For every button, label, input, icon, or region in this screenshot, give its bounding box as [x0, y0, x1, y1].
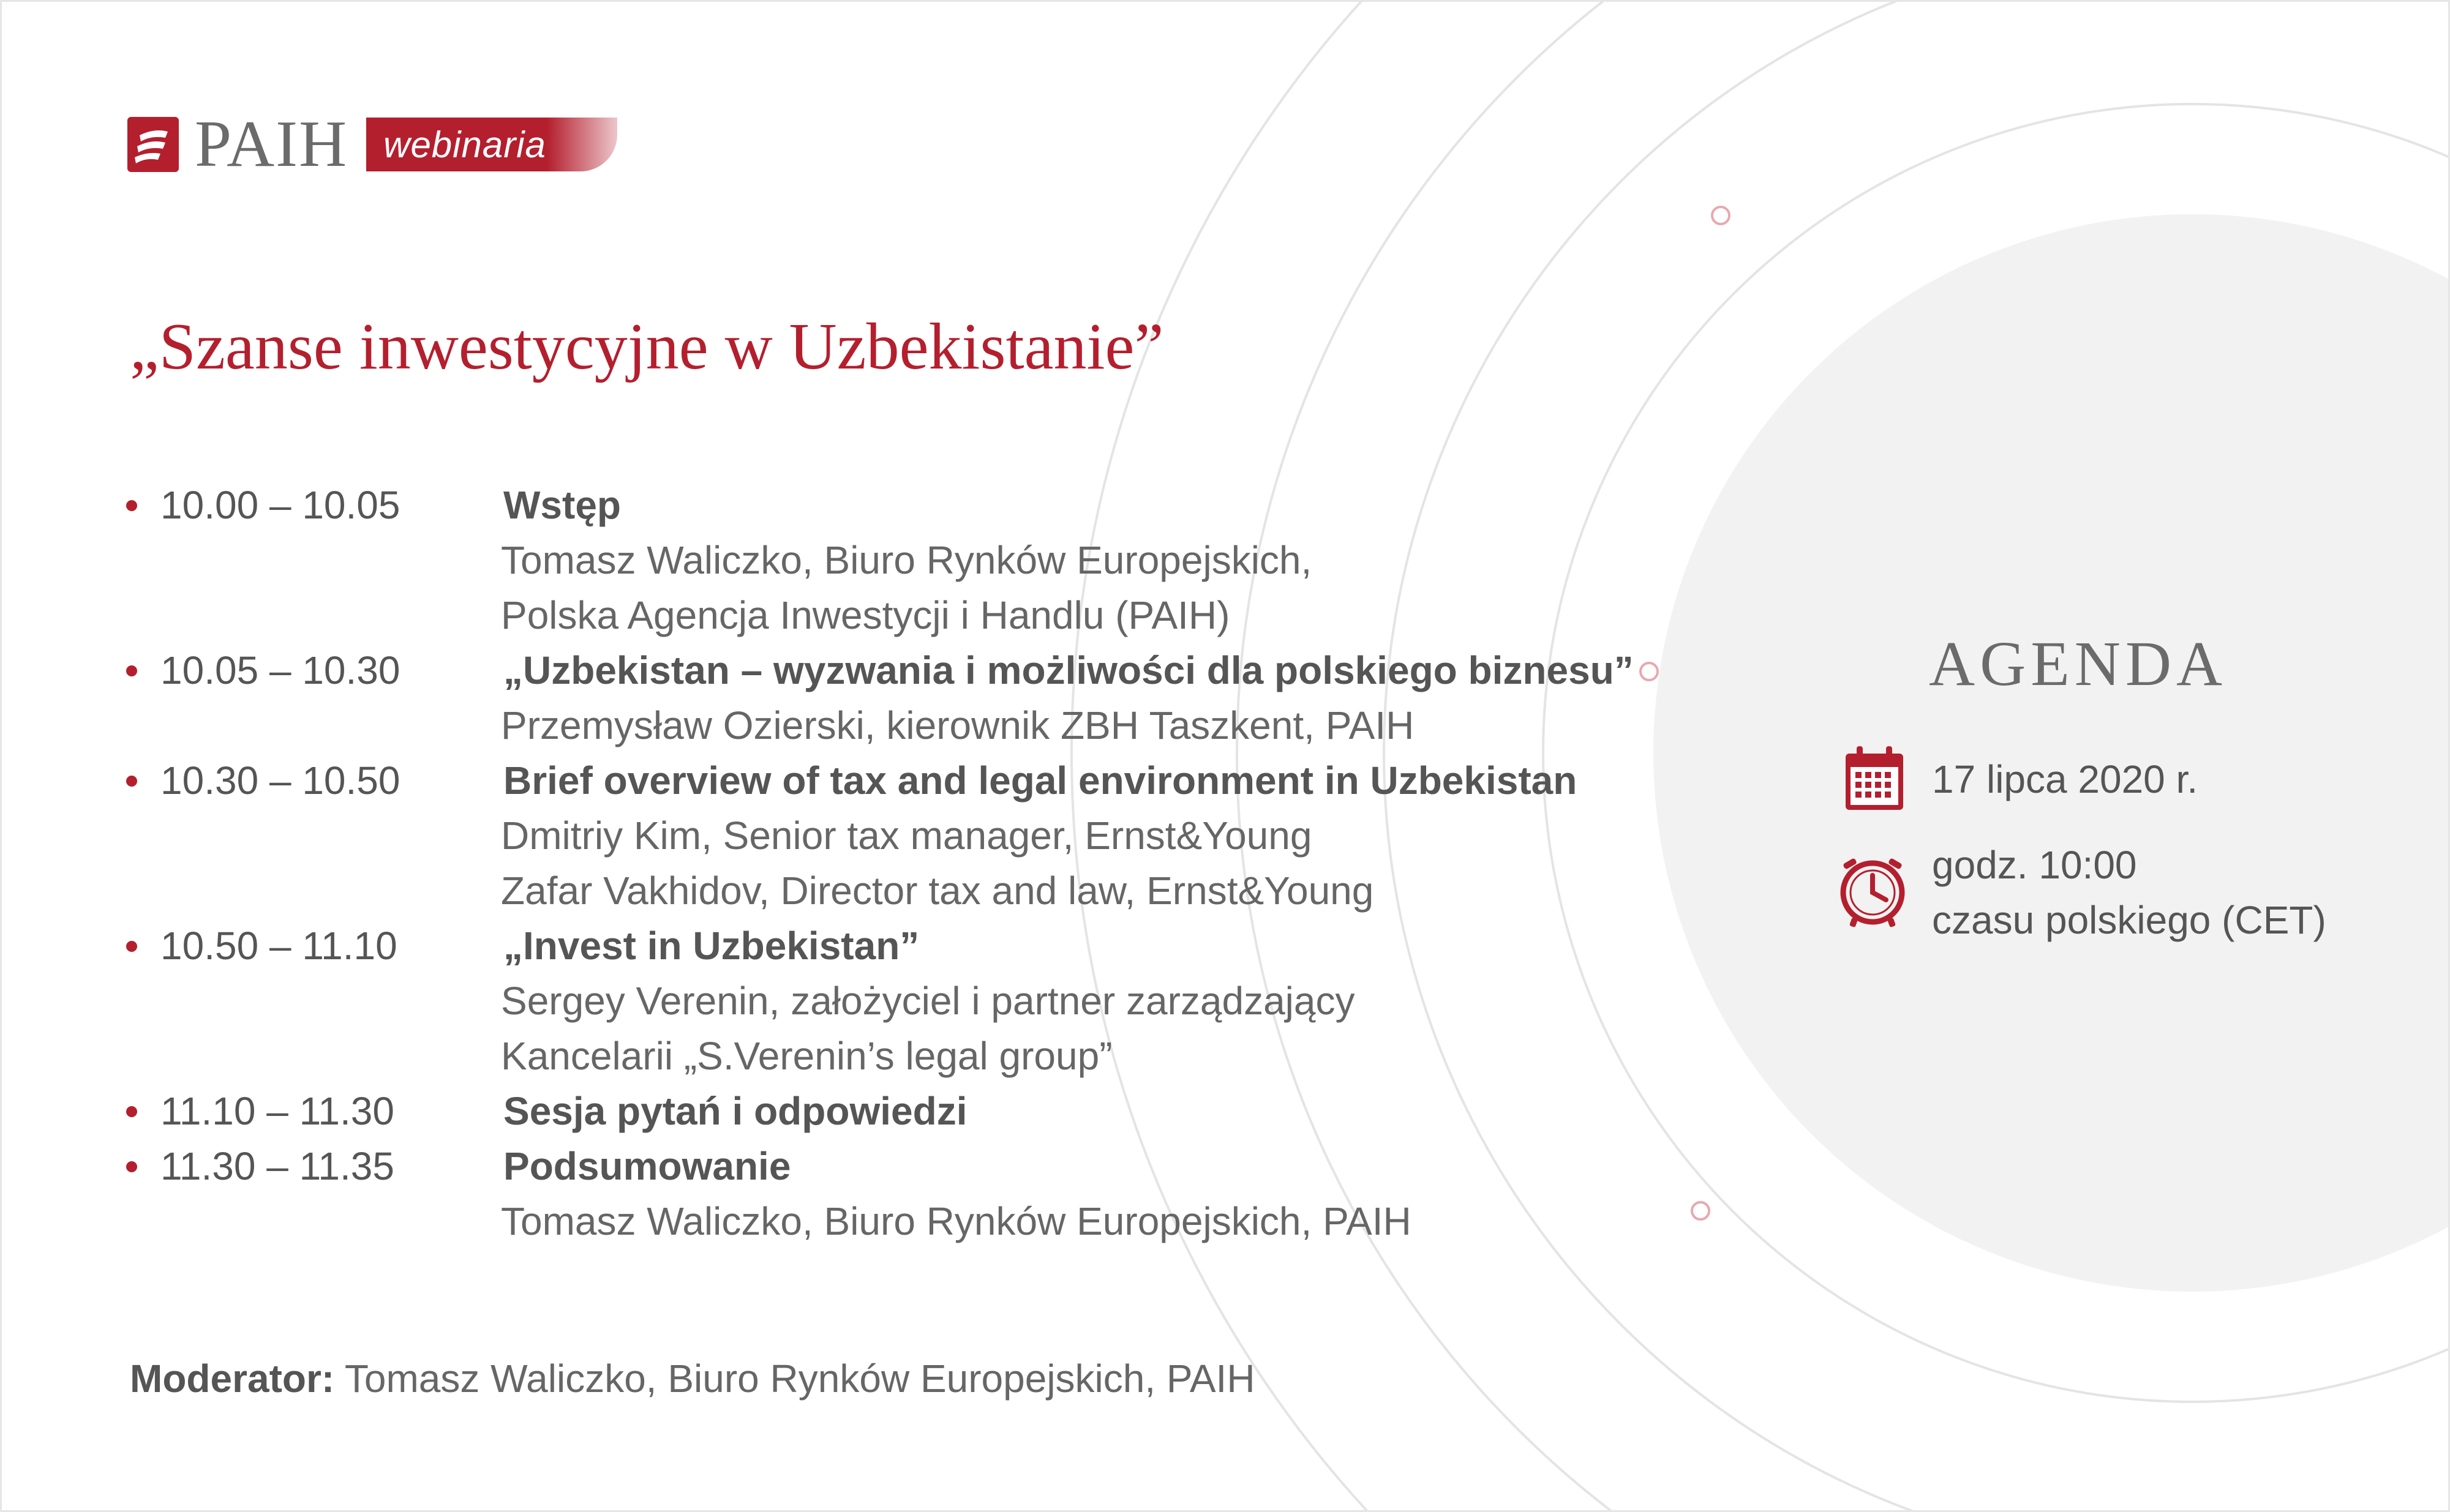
agenda-topic: „Uzbekistan – wyzwania i możliwości dla polskiego biznesu”	[503, 648, 1634, 692]
bullet	[126, 500, 137, 511]
agenda-time: 10.30 – 10.50	[160, 758, 400, 803]
bullet	[126, 941, 137, 952]
bullet	[126, 1161, 137, 1172]
webinar-timezone: czasu polskiego (CET)	[1932, 898, 2326, 942]
agenda-speaker: Sergey Verenin, założyciel i partner zarządzający	[501, 979, 1355, 1023]
agenda-topic: „Invest in Uzbekistan”	[503, 924, 920, 968]
agenda-item	[126, 1083, 1718, 1139]
brand-tag-label: webinaria	[383, 124, 546, 165]
agenda-speaker: Przemysław Ozierski, kierownik ZBH Taszkent, PAIH	[501, 703, 1415, 747]
clock-icon	[1837, 857, 1908, 928]
agenda-speaker-line	[126, 698, 1718, 753]
agenda-speaker-line	[126, 1028, 1718, 1083]
agenda-time: 11.10 – 11.30	[160, 1089, 394, 1133]
webinar-date: 17 lipca 2020 r.	[1932, 757, 2198, 801]
agenda-heading: AGENDA	[1929, 629, 2228, 699]
agenda-topic: Wstęp	[503, 483, 621, 527]
agenda-time: 10.05 – 10.30	[160, 648, 400, 692]
agenda-item	[126, 1139, 1718, 1194]
moderator-label: Moderator:	[130, 1357, 335, 1401]
calendar-icon	[1843, 744, 1906, 812]
agenda-item	[126, 918, 1718, 973]
brand-name: PAIH	[195, 108, 348, 181]
agenda-speaker: Tomasz Waliczko, Biuro Rynków Europejskich, PAIH	[501, 1199, 1411, 1243]
agenda-time: 10.50 – 11.10	[160, 924, 397, 968]
paih-logo	[127, 108, 617, 181]
webinar-time: godz. 10:00	[1932, 843, 2137, 887]
agenda-item	[126, 643, 1718, 698]
agenda-list	[126, 477, 1718, 1249]
agenda-speaker-line	[126, 533, 1718, 588]
moderator-line	[130, 1356, 1255, 1401]
agenda-topic: Podsumowanie	[503, 1144, 791, 1188]
agenda-speaker: Polska Agencja Inwestycji i Handlu (PAIH)	[501, 593, 1230, 637]
bullet	[126, 665, 137, 676]
agenda-item	[126, 477, 1718, 533]
agenda-item	[126, 753, 1718, 808]
agenda-speaker-line	[126, 588, 1718, 643]
brand-tag	[366, 118, 617, 171]
agenda-speaker: Kancelarii „S.Verenin’s legal group”	[501, 1034, 1113, 1078]
webinar-title: „Szanse inwestycyjne w Uzbekistanie”	[130, 310, 1164, 383]
agenda-speaker-line	[126, 863, 1718, 918]
agenda-speaker-line	[126, 1194, 1718, 1249]
agenda-speaker: Zafar Vakhidov, Director tax and law, Ernst&Young	[501, 869, 1374, 913]
agenda-topic: Brief overview of tax and legal environment in Uzbekistan	[503, 758, 1577, 803]
agenda-speaker: Dmitriy Kim, Senior tax manager, Ernst&Young	[501, 814, 1312, 858]
paih-logo-mark-icon	[127, 117, 179, 172]
moderator-name: Tomasz Waliczko, Biuro Rynków Europejskich, PAIH	[334, 1357, 1255, 1401]
agenda-topic: Sesja pytań i odpowiedzi	[503, 1089, 968, 1133]
bullet	[126, 1106, 137, 1117]
agenda-speaker: Tomasz Waliczko, Biuro Rynków Europejskich,	[501, 538, 1312, 582]
agenda-time: 11.30 – 11.35	[160, 1144, 394, 1188]
agenda-speaker-line	[126, 973, 1718, 1028]
agenda-time: 10.00 – 10.05	[160, 483, 400, 527]
bullet	[126, 776, 137, 787]
agenda-speaker-line	[126, 808, 1718, 863]
